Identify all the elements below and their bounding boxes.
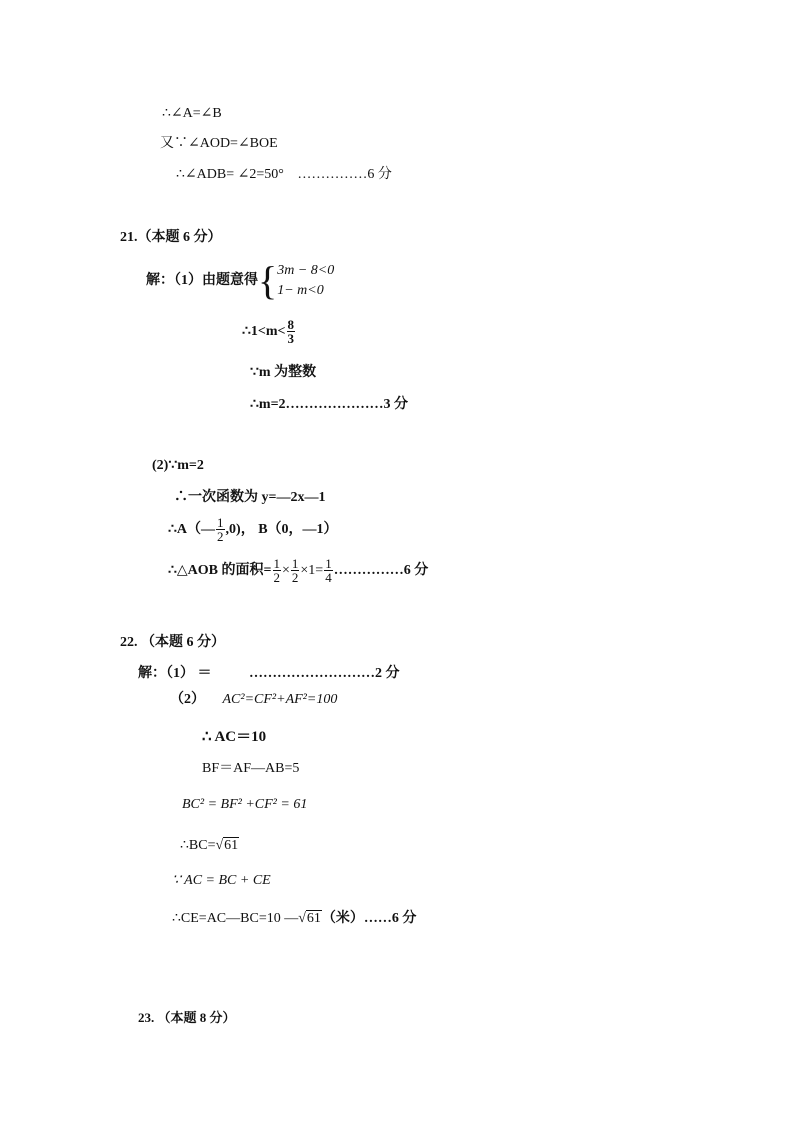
q22-ac-line: ∴ AC＝10	[202, 729, 267, 745]
q22-bf-line: BF＝AF—AB=5	[202, 761, 300, 776]
q21-header: 21.（本题 6 分）	[120, 230, 222, 245]
q22-ce-sqrt-icon: √	[298, 911, 306, 926]
q21-range-num: 8	[287, 317, 295, 332]
q21-ineq-2: 1− m<0	[277, 283, 324, 298]
q21-a-den: 2	[217, 529, 224, 544]
q21-area-f1-num: 1	[273, 556, 280, 571]
q22-bc-sqrt-icon: √	[215, 838, 224, 853]
q22-ce-suffix: （米）……6 分	[321, 911, 417, 926]
q21-area-frac-2	[291, 557, 300, 584]
q21-points-line	[168, 516, 338, 543]
q21-range-prefix: ∴1<m<	[242, 323, 286, 339]
q22-bc-sqrt	[223, 837, 239, 855]
q22-ac-sum-line: ∵ AC = BC + CE	[172, 873, 271, 888]
q21-range-den: 3	[287, 331, 295, 346]
q21-area-f2-num: 1	[291, 556, 299, 571]
q21-a-num: 1	[217, 515, 224, 530]
q21-area-frac-3	[324, 557, 333, 584]
q21-system	[146, 258, 334, 304]
q21-area-times-2: ×1=	[300, 562, 324, 578]
q22-part2-line	[170, 691, 337, 709]
q21-area-line	[168, 557, 428, 584]
q23-header: 23. （本题 8 分）	[138, 1010, 236, 1025]
q22-part1-line	[138, 665, 400, 683]
q22-sol-label: 解：（1） ＝	[138, 666, 212, 681]
q21-sol-label: 解：（1）由题意得	[146, 273, 258, 288]
q22-part1-score: ………………………2 分	[249, 666, 400, 681]
q22-ce-radicand: 61	[306, 911, 321, 926]
q21-function-line: ∴一次函数为 y=—2x—1	[174, 490, 326, 505]
q21-m-score: …………………3 分	[285, 397, 409, 412]
q21-area-prefix: ∴△AOB 的面积=	[168, 562, 272, 578]
q22-part2-label: （2）	[170, 692, 205, 707]
q21-area-f2-den: 2	[291, 570, 299, 585]
prev-line-1: ∴∠A=∠B	[162, 106, 222, 121]
q21-a-prefix: ∴A（—	[168, 521, 216, 537]
q21-a-frac	[216, 516, 225, 543]
q22-bc-line	[180, 837, 239, 855]
q21-part2-label: (2)∵m=2	[152, 458, 204, 473]
q21-area-score: ……………6 分	[333, 562, 429, 578]
q22-ce-prefix: ∴CE=AC—BC=10 —	[172, 911, 299, 926]
q22-bc-radicand: 61	[224, 838, 239, 853]
q21-area-f3-num: 1	[325, 556, 332, 571]
q21-brace: {	[258, 258, 278, 303]
q21-a-suffix: ,0)， B（0，—1）	[225, 521, 338, 537]
q21-m-text: ∴m=2	[250, 397, 286, 412]
q21-area-f3-den: 4	[325, 570, 332, 585]
q21-inequalities	[277, 261, 334, 301]
q22-header: 22. （本题 6 分）	[120, 635, 225, 650]
q22-bc-prefix: ∴BC=	[180, 838, 216, 853]
q22-ce-line	[172, 910, 416, 928]
q21-ineq-1: 3m − 8<0	[277, 263, 335, 278]
q21-range-frac	[287, 318, 296, 345]
q21-m-line	[250, 396, 408, 414]
q21-range-line	[242, 318, 296, 345]
q21-area-f1-den: 2	[273, 570, 280, 585]
q21-area-times-1: ×	[282, 562, 290, 578]
q21-area-frac-1	[273, 557, 282, 584]
q21-integer-line: ∵m 为整数	[250, 365, 317, 380]
q22-ce-sqrt	[306, 910, 322, 928]
prev-line-3-text: ∴∠ADB= ∠2=50°	[176, 167, 284, 182]
prev-line-3	[176, 166, 392, 184]
prev-line-2: 又∵∠AOD=∠BOE	[160, 136, 278, 151]
prev-line-3-score: ……………6 分	[297, 167, 392, 182]
q22-bc-squared: BC² = BF² +CF² = 61	[182, 797, 308, 812]
q22-ac-squared: AC²=CF²+AF²=100	[222, 692, 338, 707]
